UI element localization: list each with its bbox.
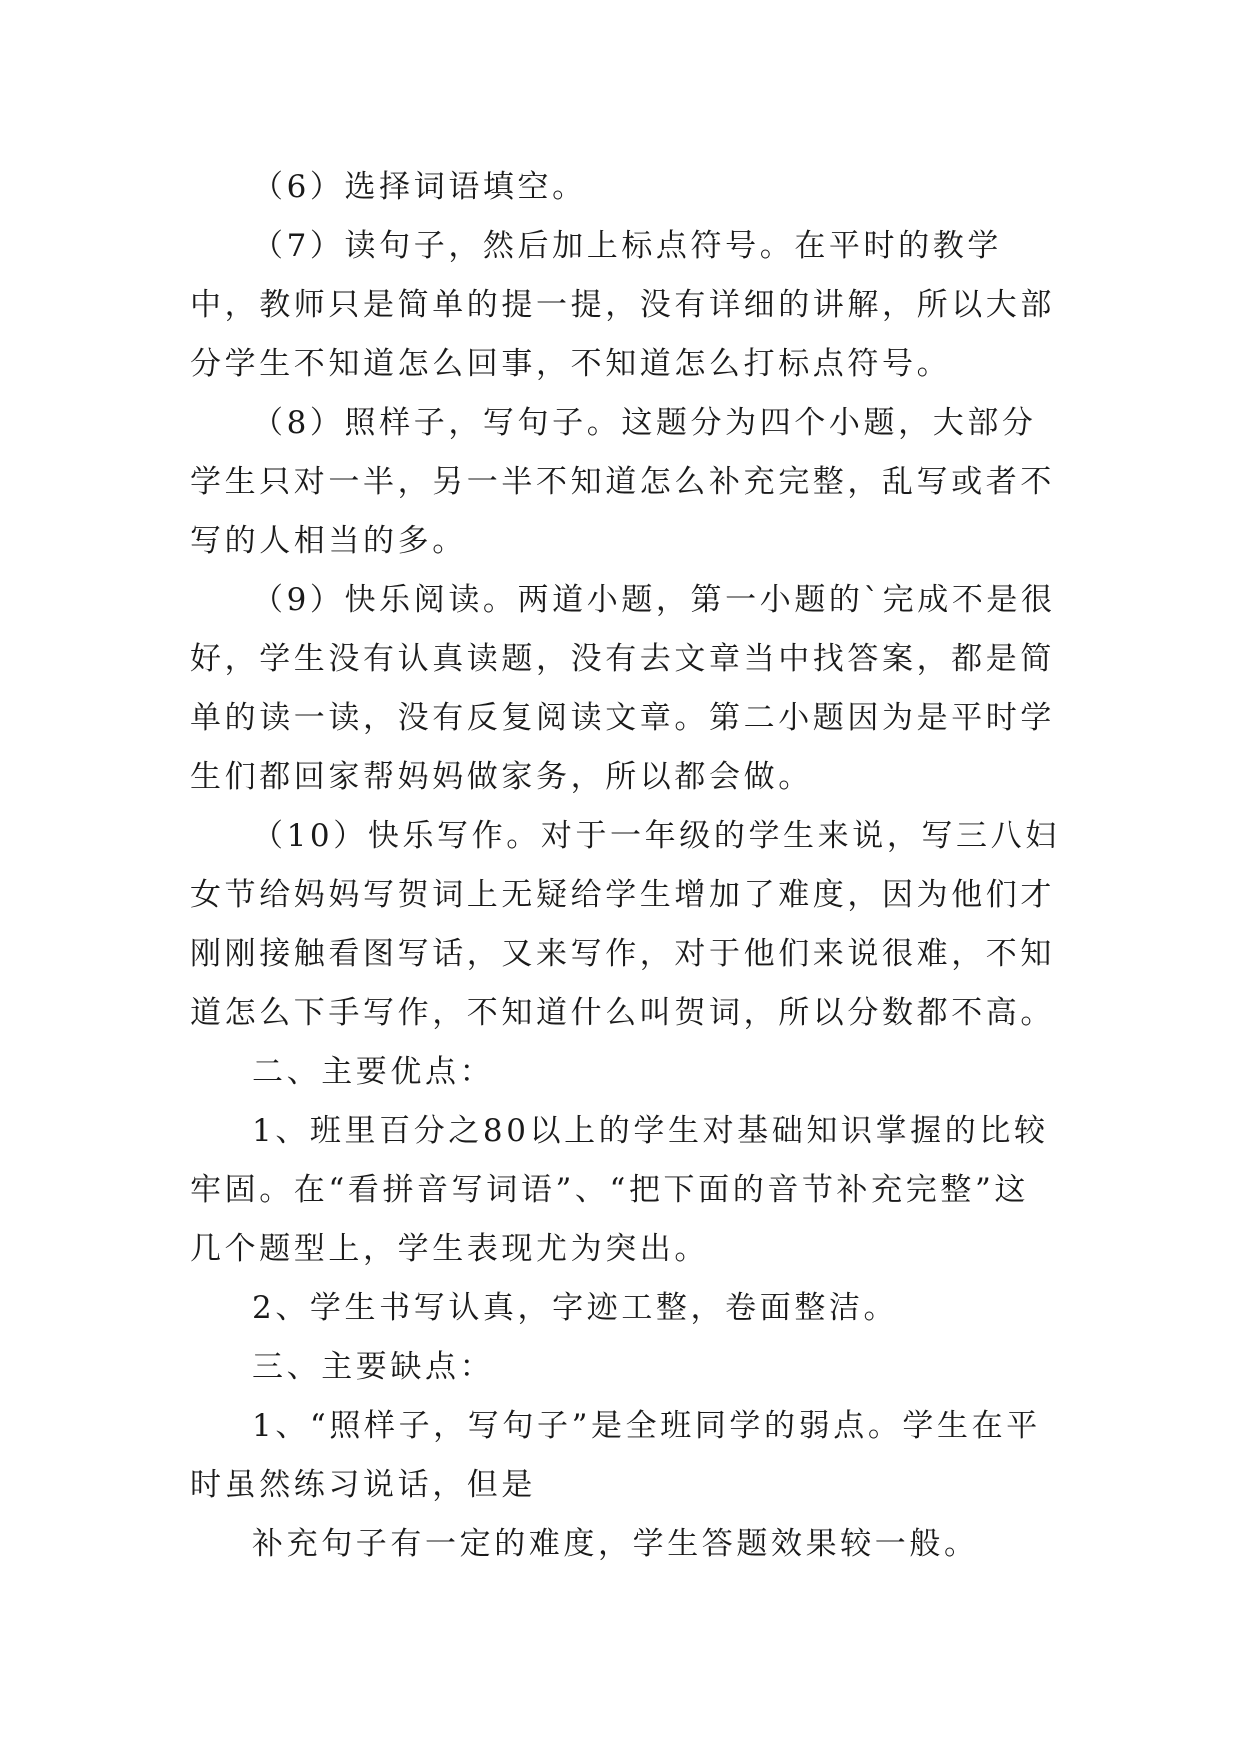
paragraph-item-10: （10）快乐写作。对于一年级的学生来说，写三八妇女节给妈妈写贺词上无疑给学生增加了难度，因为他们才刚刚接触看图写话，又来写作，对于他们来说很难，不知道怎么下手写作，不知道什么叫贺词，所以分数都不高。 (190, 818, 1060, 1031)
strength-point-1: 1、班里百分之80以上的学生对基础知识掌握的比较牢固。在“看拼音写词语”、“把下面的音节补充完整”这几个题型上，学生表现尤为突出。 (190, 1113, 1049, 1267)
paragraph-item-9: （9）快乐阅读。两道小题，第一小题的`完成不是很好，学生没有认真读题，没有去文章当中找答案，都是简单的读一读，没有反复阅读文章。第二小题因为是平时学生们都回家帮妈妈做家务，所以都会做。 (190, 582, 1056, 795)
strength-point-2: 2、学生书写认真，字迹工整，卷面整洁。 (252, 1290, 899, 1326)
weakness-point-1-continuation: 补充句子有一定的难度，学生答题效果较一般。 (252, 1526, 979, 1562)
paragraph-item-7: （7）读句子，然后加上标点符号。在平时的教学中，教师只是简单的提一提，没有详细的讲解，所以大部分学生不知道怎么回事，不知道怎么打标点符号。 (190, 228, 1055, 382)
weakness-point-1: 1、“照样子，写句子”是全班同学的弱点。学生在平时虽然练习说话，但是 (190, 1408, 1041, 1503)
paragraph-item-8: （8）照样子，写句子。这题分为四个小题，大部分学生只对一半，另一半不知道怎么补充完整，乱写或者不写的人相当的多。 (190, 405, 1055, 559)
section-heading-strengths: 二、主要优点： (252, 1054, 495, 1090)
document-body (190, 158, 1060, 1574)
section-heading-weaknesses: 三、主要缺点： (252, 1349, 495, 1385)
paragraph-item-6: （6）选择词语填空。 (252, 169, 587, 205)
